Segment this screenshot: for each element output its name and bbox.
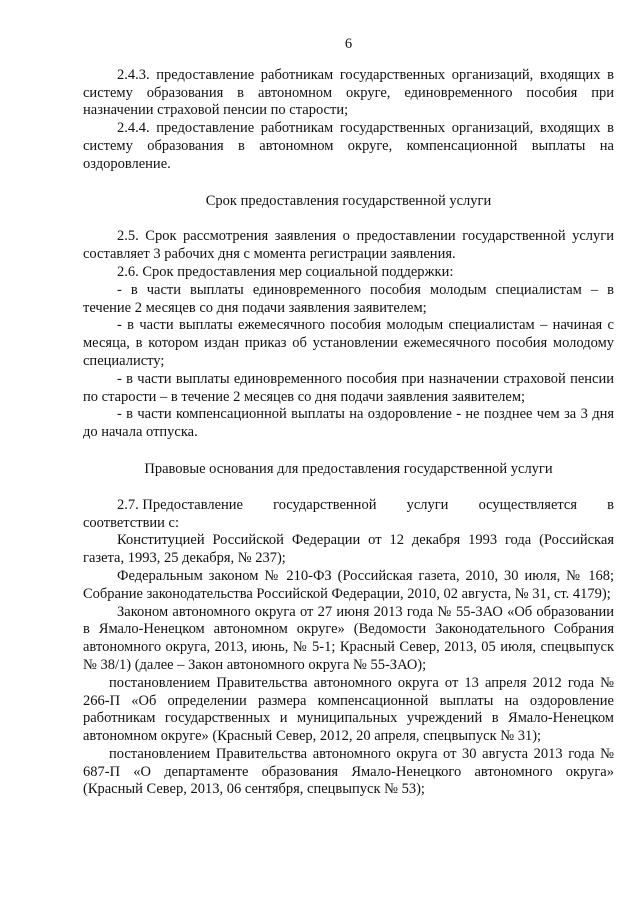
- word-1: 2.7. Предоставление: [117, 496, 243, 513]
- section-heading-legal-basis: Правовые основания для предоставления государственной услуги: [144, 460, 553, 477]
- paragraph-2-7-first-line: [83, 497, 614, 515]
- list-item-monthly: - в части выплаты ежемесячного пособия молодым специалистам – начиная с месяца, в котором издан приказ об установлении ежемесячного пособия молодому специалисту;: [83, 317, 614, 369]
- ref-law-55-zao: Законом автономного округа от 27 июня 2013 года № 55-ЗАО «Об образовании в Ямало-Ненецком автономном округе» (Ведомости Законодательного Собрания автономного округа, 2013, июнь, № 5-1; Красный Север, 2013, 05 июля, спецвыпуск № 38/1) (далее – Закон автономного округа № 55-ЗАО);: [83, 603, 614, 673]
- paragraph-2-7-end: соответствии с:: [83, 514, 180, 531]
- word-3: услуги: [406, 496, 449, 513]
- paragraph-2-6: 2.6. Срок предоставления мер социальной поддержки:: [117, 263, 454, 280]
- paragraph-2-4-3: 2.4.3. предоставление работникам государственных организаций, входящих в систему образования в автономном округе, единовременного пособия при назначении страховой пенсии по старости;: [83, 66, 614, 119]
- paragraph-2-5: 2.5. Срок рассмотрения заявления о предоставлении государственной услуги составляет 3 рабочих дня с момента регистрации заявления.: [83, 228, 614, 263]
- ref-constitution: Конституцией Российской Федерации от 12 декабря 1993 года (Российская газета, 1993, 25 декабря, № 237);: [83, 532, 614, 567]
- word-2: государственной: [273, 496, 377, 513]
- ref-resolution-266: постановлением Правительства автономного округа от 13 апреля 2012 года № 266-П «Об определении размера компенсационной выплаты на оздоровление работникам государственных и муниципальных учреждений в Ямало-Ненецком автономном округе» (Красный Север, 2012, 20 апреля, спецвыпуск № 31);: [83, 674, 614, 745]
- list-item-lump-sum: - в части выплаты единовременного пособия молодым специалистам – в течение 2 месяцев со дня подачи заявления заявителем;: [83, 281, 614, 316]
- word-4: осуществляется: [478, 496, 578, 513]
- list-item-pension: - в части выплаты единовременного пособия при назначении страховой пенсии по старости – в течение 2 месяцев со дня подачи заявления заявителем;: [83, 370, 614, 405]
- word-5: в: [607, 496, 614, 513]
- paragraph-2-4-4: 2.4.4. предоставление работникам государственных организаций, входящих в систему образования в автономном округе, компенсационной выплаты на оздоровление.: [83, 120, 614, 172]
- list-item-health: - в части компенсационной выплаты на оздоровление - не позднее чем за 3 дня до начала отпуска.: [83, 406, 614, 441]
- ref-federal-law-210: Федеральным законом № 210-ФЗ (Российская газета, 2010, 30 июля, № 168; Собрание законодательства Российской Федерации, 2010, 02 августа, № 31, ст. 4179);: [83, 567, 614, 602]
- page-number: 6: [344, 36, 353, 52]
- ref-resolution-687: постановлением Правительства автономного округа от 30 августа 2013 года № 687-П «О департаменте образования Ямало-Ненецкого автономного округа» (Красный Север, 2013, 06 сентября, спецвыпуск № 53);: [83, 745, 614, 798]
- section-heading-term: Срок предоставления государственной услуги: [205, 192, 492, 209]
